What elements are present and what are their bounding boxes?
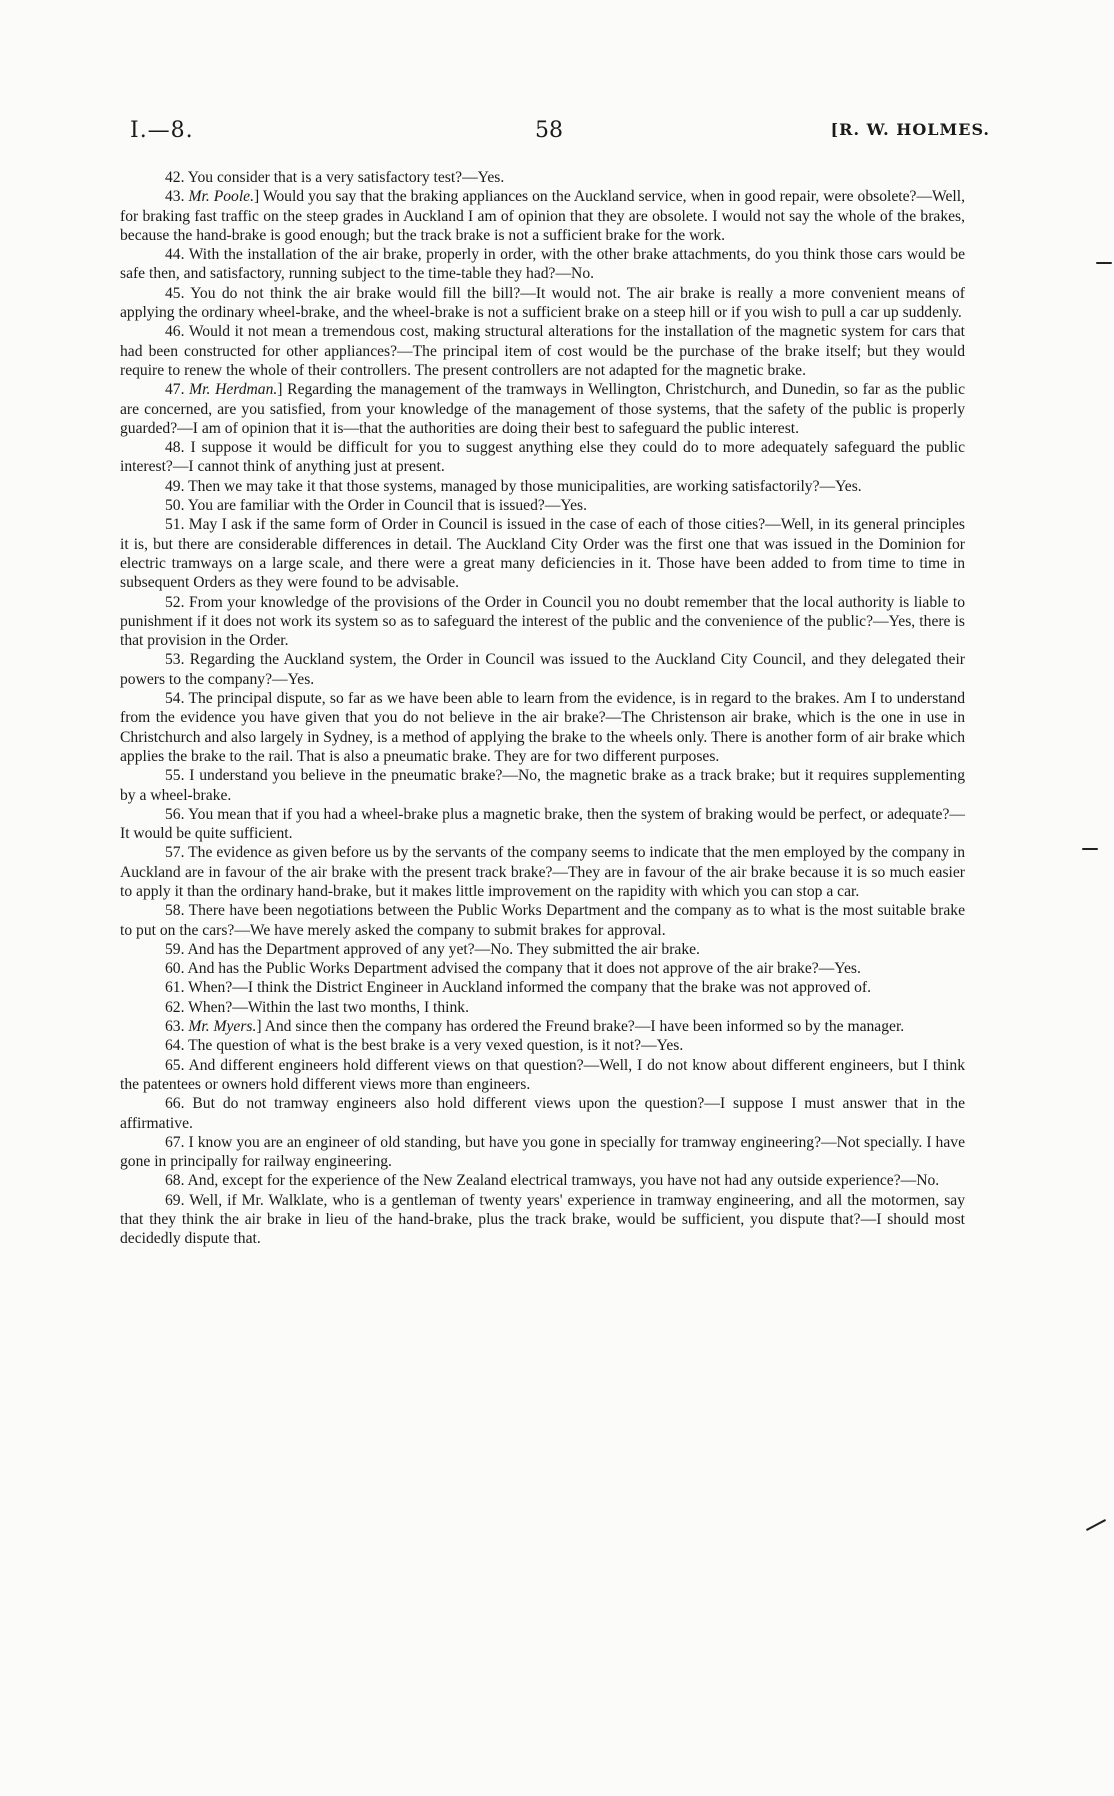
qa-paragraph — [120, 593, 965, 651]
paragraph-text: 67. I know you are an engineer of old standing, but have you gone in specially for tramway engineering?—Not specially. I have gone in principally for railway engineering. — [120, 1133, 965, 1171]
paragraph-text: 42. You consider that is a very satisfactory test?—Yes. — [165, 169, 505, 186]
paragraph-text: 45. You do not think the air brake would fill the bill?—It would not. The air brake is really a more convenient means of applying the ordinary wheel-brake, and the wheel-brake is not a sufficient brake on a steep hill or if you wish to pull a car up suddenly. — [120, 284, 965, 322]
qa-paragraph — [120, 1133, 965, 1172]
qa-paragraph — [120, 187, 965, 245]
witness-name: [R. W. HOLMES. — [830, 120, 990, 139]
qa-paragraph — [120, 843, 965, 901]
margin-mark — [1082, 848, 1098, 850]
qa-paragraph — [120, 438, 965, 477]
page-header — [120, 118, 990, 158]
qa-paragraph — [120, 380, 965, 438]
paragraph-text: 58. There have been negotiations between the Public Works Department and the company as to what is the most suitable brake to put on the cars?—We have merely asked the company to submit brakes for approval. — [120, 902, 965, 939]
paragraph-text: 56. You mean that if you had a wheel-brake plus a magnetic brake, then the system of braking would be perfect, or adequate?—It would be quite sufficient. — [120, 805, 965, 843]
paragraph-text: 66. But do not tramway engineers also hold different views upon the question?—I suppose I must answer that in the affirmative. — [120, 1095, 965, 1132]
qa-paragraph — [120, 515, 965, 592]
paragraph-text: 55. I understand you believe in the pneumatic brake?—No, the magnetic brake as a track brake; but it requires supplementing by a wheel-brake. — [120, 767, 965, 804]
paragraph-text: 64. The question of what is the best brake is a very vexed question, is it not?—Yes. — [165, 1037, 684, 1055]
report-code: I.—8. — [130, 118, 194, 143]
qa-paragraph — [120, 940, 965, 959]
paragraph-text: 69. Well, if Mr. Walklate, who is a gentleman of twenty years' experience in tramway engineering, and all the motormen, say that they think the air brake in lieu of the hand-brake, plus the track brake, would be sufficient, you dispute that?—I should most decidedly dispute that. — [120, 1191, 965, 1248]
qa-paragraph — [120, 805, 965, 844]
qa-paragraph — [120, 978, 965, 997]
paragraph-text: 47. — [165, 381, 190, 399]
paragraph-text: 51. May I ask if the same form of Order in Council is issued in the case of each of those cities?—Well, in its general principles it is, but there are considerable differences in detail. The Auckland City Order was the first one that was issued in the Dominion for electric tramways on a large scale, and there were a great many deficiencies in it. Those have been added to from time to time in subsequent Orders as they were found to be advisable. — [120, 516, 965, 592]
paragraph-text: 62. When?—Within the last two months, I think. — [165, 998, 469, 1016]
margin-mark — [1086, 1519, 1106, 1531]
speaker-name: Mr. Herdman. — [189, 381, 278, 399]
qa-paragraph — [120, 168, 965, 187]
speaker-name: Mr. Poole. — [188, 188, 254, 206]
paragraph-text: 61. When?—I think the District Engineer in Auckland informed the company that the brake was not approved of. — [165, 979, 871, 997]
qa-paragraph — [120, 1036, 965, 1055]
paragraph-text: 50. You are familiar with the Order in Council that is issued?—Yes. — [165, 497, 587, 515]
paragraph-text: 54. The principal dispute, so far as we have been able to learn from the evidence, is in regard to the brakes. Am I to understand from the evidence you have given that you do not believe in the air brake?—The Christenson air brake, which is the one in use in Christchurch and also largely in Sydney, is a method of applying the brake to the wheels only. There is another form of air brake which applies the brake to the rail. That is also a pneumatic brake. They are for two different purposes. — [120, 690, 965, 765]
paragraph-text: 43. — [165, 188, 189, 206]
page-number: 58 — [535, 118, 563, 143]
paragraph-text: 53. Regarding the Auckland system, the Order in Council was issued to the Auckland City Council, and they delegated their powers to the company?—Yes. — [120, 651, 965, 688]
qa-paragraph — [120, 689, 965, 766]
paragraph-text: 44. With the installation of the air brake, properly in order, with the other brake attachments, do you think those cars would be safe then, and satisfactory, running subject to the time-table they had?—No. — [120, 246, 965, 283]
speaker-name: Mr. Myers. — [188, 1018, 257, 1036]
paragraph-text: 48. I suppose it would be difficult for you to suggest anything else they could do to more adequately safeguard the public interest?—I cannot think of anything just at present. — [120, 439, 965, 476]
qa-paragraph — [120, 245, 965, 284]
qa-paragraph — [120, 650, 965, 689]
paragraph-text: 46. Would it not mean a tremendous cost, making structural alterations for the installation of the magnetic system for cars that had been constructed for other appliances?—The principal item of cost would be the purchase of the brake itself; but they would require to renew the whole of their controllers. The present controllers are not adapted for the magnetic brake. — [120, 323, 965, 379]
paragraph-text: 63. — [165, 1018, 189, 1036]
qa-paragraph — [120, 1171, 965, 1190]
paragraph-text: ] And since then the company has ordered the Freund brake?—I have been informed so by the manager. — [256, 1018, 905, 1036]
paragraph-text: 49. Then we may take it that those systems, managed by those municipalities, are working satisfactorily?—Yes. — [165, 477, 862, 495]
qa-paragraph — [120, 1056, 965, 1095]
qa-paragraph — [120, 284, 965, 323]
qa-paragraph — [120, 1094, 965, 1133]
qa-paragraph — [120, 477, 965, 496]
paragraph-text: 68. And, except for the experience of the New Zealand electrical tramways, you have not had any outside experience?—No. — [165, 1172, 940, 1190]
paragraph-text: ] Regarding the management of the tramways in Wellington, Christchurch, and Dunedin, so far as the public are concerned, are you satisfied, from your knowledge of the management of those systems, that the safety of the public is properly guarded?—I am of opinion that it is—that the authorities are doing their best to safeguard the public interest. — [120, 381, 965, 437]
qa-paragraph — [120, 496, 965, 515]
testimony-body — [120, 168, 965, 1249]
qa-paragraph — [120, 766, 965, 805]
paragraph-text: 65. And different engineers hold different views on that question?—Well, I do not know about different engineers, but I think the patentees or owners hold different views more than engineers. — [120, 1056, 965, 1093]
margin-mark — [1096, 262, 1112, 264]
qa-paragraph — [120, 959, 965, 978]
qa-paragraph — [120, 1017, 965, 1036]
qa-paragraph — [120, 1191, 965, 1249]
paragraph-text: 59. And has the Department approved of any yet?—No. They submitted the air brake. — [165, 940, 700, 958]
qa-paragraph — [120, 998, 965, 1017]
paragraph-text: ] Would you say that the braking appliances on the Auckland service, when in good repair, were obsolete?—Well, for braking fast traffic on the steep grades in Auckland I am of opinion that they are obsolete. I would not say the whole of the brakes, because the hand-brake is good enough; but the track brake is not a sufficient brake for the work. — [120, 188, 965, 244]
paragraph-text: 60. And has the Public Works Department advised the company that it does not approve of the air brake?—Yes. — [165, 960, 861, 978]
qa-paragraph — [120, 901, 965, 940]
paragraph-text: 57. The evidence as given before us by the servants of the company seems to indicate that the men employed by the company in Auckland are in favour of the air brake with the present track brake?—They are in favour of the air brake because it is so much easier to apply it than the ordinary hand-brake, but it makes little improvement on the rapidity with which you can stop a car. — [120, 844, 965, 900]
paragraph-text: 52. From your knowledge of the provisions of the Order in Council you no doubt remember that the local authority is liable to punishment if it does not work its system so as to safeguard the interest of the public and the convenience of the public?—Yes, there is that provision in the Order. — [120, 593, 965, 650]
qa-paragraph — [120, 322, 965, 380]
